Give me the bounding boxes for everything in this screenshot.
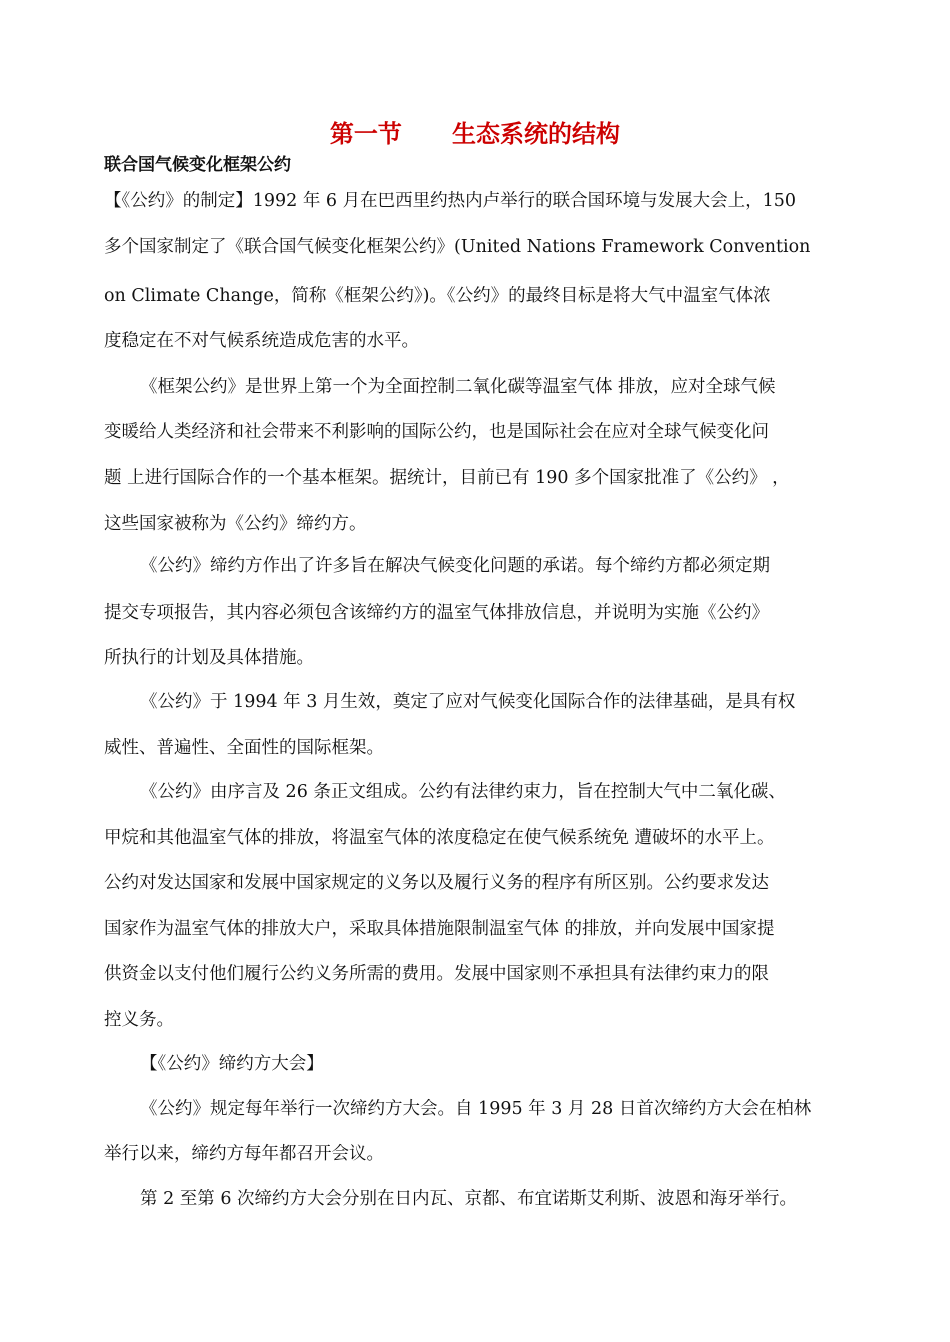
text-line: 供资金以支付他们履行公约义务所需的费用。发展中国家则不承担具有法律约束力的限 [104,964,769,984]
text-line: 提交专项报告，其内容必须包含该缔约方的温室气体排放信息，并说明为实施《公约》 [104,603,769,623]
text-line: 公约对发达国家和发展中国家规定的义务以及履行义务的程序有所区别。公约要求发达 [104,873,769,893]
text-line: 变暖给人类经济和社会带来不利影响的国际公约，也是国际社会在应对全球气候变化问 [104,422,769,442]
text-line: on Climate Change，简称《框架公约》)。《公约》的最终目标是将大气中温室气体浓 [104,286,771,306]
text-line: 国家作为温室气体的排放大户，采取具体措施限制温室气体 的排放，并向发展中国家提 [104,919,775,939]
text-line: 《公约》规定每年举行一次缔约方大会。自 1995 年 3 月 28 日首次缔约方大会在柏林 [140,1099,812,1119]
text-line: 度稳定在不对气候系统造成危害的水平。 [104,331,419,351]
section-subtitle: 联合国气候变化框架公约 [104,155,291,175]
text-line: 《框架公约》是世界上第一个为全面控制二氧化碳等温室气体 排放，应对全球气候 [140,377,776,397]
text-line: 【《公约》的制定】1992 年 6 月在巴西里约热内卢举行的联合国环境与发展大会上，150 [104,191,797,211]
text-line: 第 2 至第 6 次缔约方大会分别在日内瓦、京都、布宜诺斯艾利斯、波恩和海牙举行。 [140,1189,798,1209]
text-line: 题 上进行国际合作的一个基本框架。据统计，目前已有 190 多个国家批准了《公约》 ， [104,468,790,488]
page-title: 第一节 生态系统的结构 [329,120,621,148]
text-line: 控义务。 [104,1010,174,1030]
section-heading: 【《公约》缔约方大会】 [140,1054,324,1074]
text-line: 这些国家被称为《公约》缔约方。 [104,514,367,534]
text-line: 甲烷和其他温室气体的排放，将温室气体的浓度稳定在使气候系统免 遭破坏的水平上。 [104,828,775,848]
text-line: 所执行的计划及具体措施。 [104,648,314,668]
text-line: 威性、普遍性、全面性的国际框架。 [104,738,384,758]
text-line: 《公约》缔约方作出了许多旨在解决气候变化问题的承诺。每个缔约方都必须定期 [140,556,770,576]
text-line: 举行以来，缔约方每年都召开会议。 [104,1144,384,1164]
text-line: 多个国家制定了《联合国气候变化框架公约》(United Nations Framework Convention [104,237,811,257]
text-line: 《公约》由序言及 26 条正文组成。公约有法律约束力，旨在控制大气中二氧化碳、 [140,782,786,802]
text-line: 《公约》于 1994 年 3 月生效，奠定了应对气候变化国际合作的法律基础，是具有权 [140,692,796,712]
